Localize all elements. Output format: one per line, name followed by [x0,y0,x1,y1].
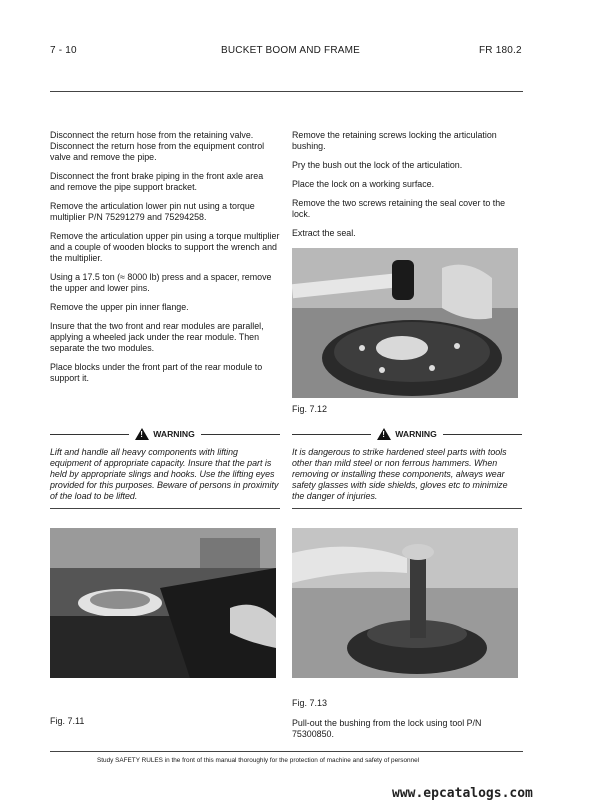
paragraph: Disconnect the return hose from the retaining valve. Disconnect the return hose from the equipment control valve and remove the pipe. [50,130,265,162]
paragraph: Place blocks under the front part of the rear module to support it. [50,362,263,383]
paragraph: Insure that the two front and rear modules are parallel, applying a wheeled jack under the rear module. Then separate the two modules. [50,321,264,353]
safety-footer-note: Study SAFETY RULES in the front of this manual thoroughly for the protection of machine and safety of personnel [97,757,420,764]
figure-7-11-caption: Fig. 7.11 [50,716,85,726]
warning-rule [292,434,371,435]
page-number: 7 - 10 [50,45,77,56]
right-column-text [292,130,522,247]
header-rule [50,91,523,92]
site-watermark[interactable]: www.epcatalogs.com [392,786,533,801]
paragraph: Remove the two screws retaining the seal cover to the lock. [292,198,506,219]
bushing-pull-out-illustration [292,528,518,678]
final-instruction: Pull-out the bushing from the lock using tool P/N 75300850. [292,718,482,739]
paragraph: Extract the seal. [292,228,356,238]
figure-7-12-photo [292,248,518,398]
paragraph: Disconnect the front brake piping in the front axle area and remove the pipe support bracket. [50,171,264,192]
paragraph: Place the lock on a working surface. [292,179,435,189]
warning-label: WARNING [395,429,437,439]
right-warning-rule-bottom [292,508,522,509]
figure-7-13-photo [292,528,518,678]
warning-rule [201,434,280,435]
warning-triangle-icon [135,428,149,440]
figure-7-12-caption: Fig. 7.12 [292,404,328,414]
paragraph: Remove the upper pin inner flange. [50,302,189,312]
warning-triangle-icon [377,428,391,440]
hammer-striking-lock-illustration [292,248,518,398]
left-column-text [50,130,280,392]
left-warning-header [50,428,280,440]
section-title: BUCKET BOOM AND FRAME [221,45,361,56]
warning-rule [50,434,129,435]
right-warning-text: It is dangerous to strike hardened steel parts with tools other than mild steel or non ferrous hammers. When removing or installing these components, always wear safety glasses with side shields, gloves etc to minimize the danger of injuries. [292,447,508,501]
warning-rule [443,434,522,435]
figure-7-11-photo [50,528,276,678]
paragraph: Remove the articulation upper pin using a torque multiplier and a couple of wooden blocks to support the wrench and the multiplier. [50,231,280,263]
footer-rule [50,751,523,752]
right-warning-header [292,428,522,440]
paragraph: Pry the bush out the lock of the articulation. [292,160,463,170]
paragraph: Using a 17.5 ton (≈ 8000 lb) press and a spacer, remove the upper and lower pins. [50,272,272,293]
left-warning-text: Lift and handle all heavy components with lifting equipment of appropriate capacity. Insure that the part is held by appropriate slings and hooks. Use the lifting eyes provided for this purposes. Beware of persons in proximity of the load to be lifted. [50,447,279,501]
warning-label: WARNING [153,429,195,439]
figure-7-13-caption: Fig. 7.13 [292,698,328,708]
left-warning-rule-bottom [50,508,280,509]
paragraph: Remove the articulation lower pin nut using a torque multiplier P/N 75291279 and 75294258. [50,201,255,222]
paragraph: Remove the retaining screws locking the articulation bushing. [292,130,497,151]
model-code: FR 180.2 [479,45,522,56]
module-separation-illustration [50,528,276,678]
